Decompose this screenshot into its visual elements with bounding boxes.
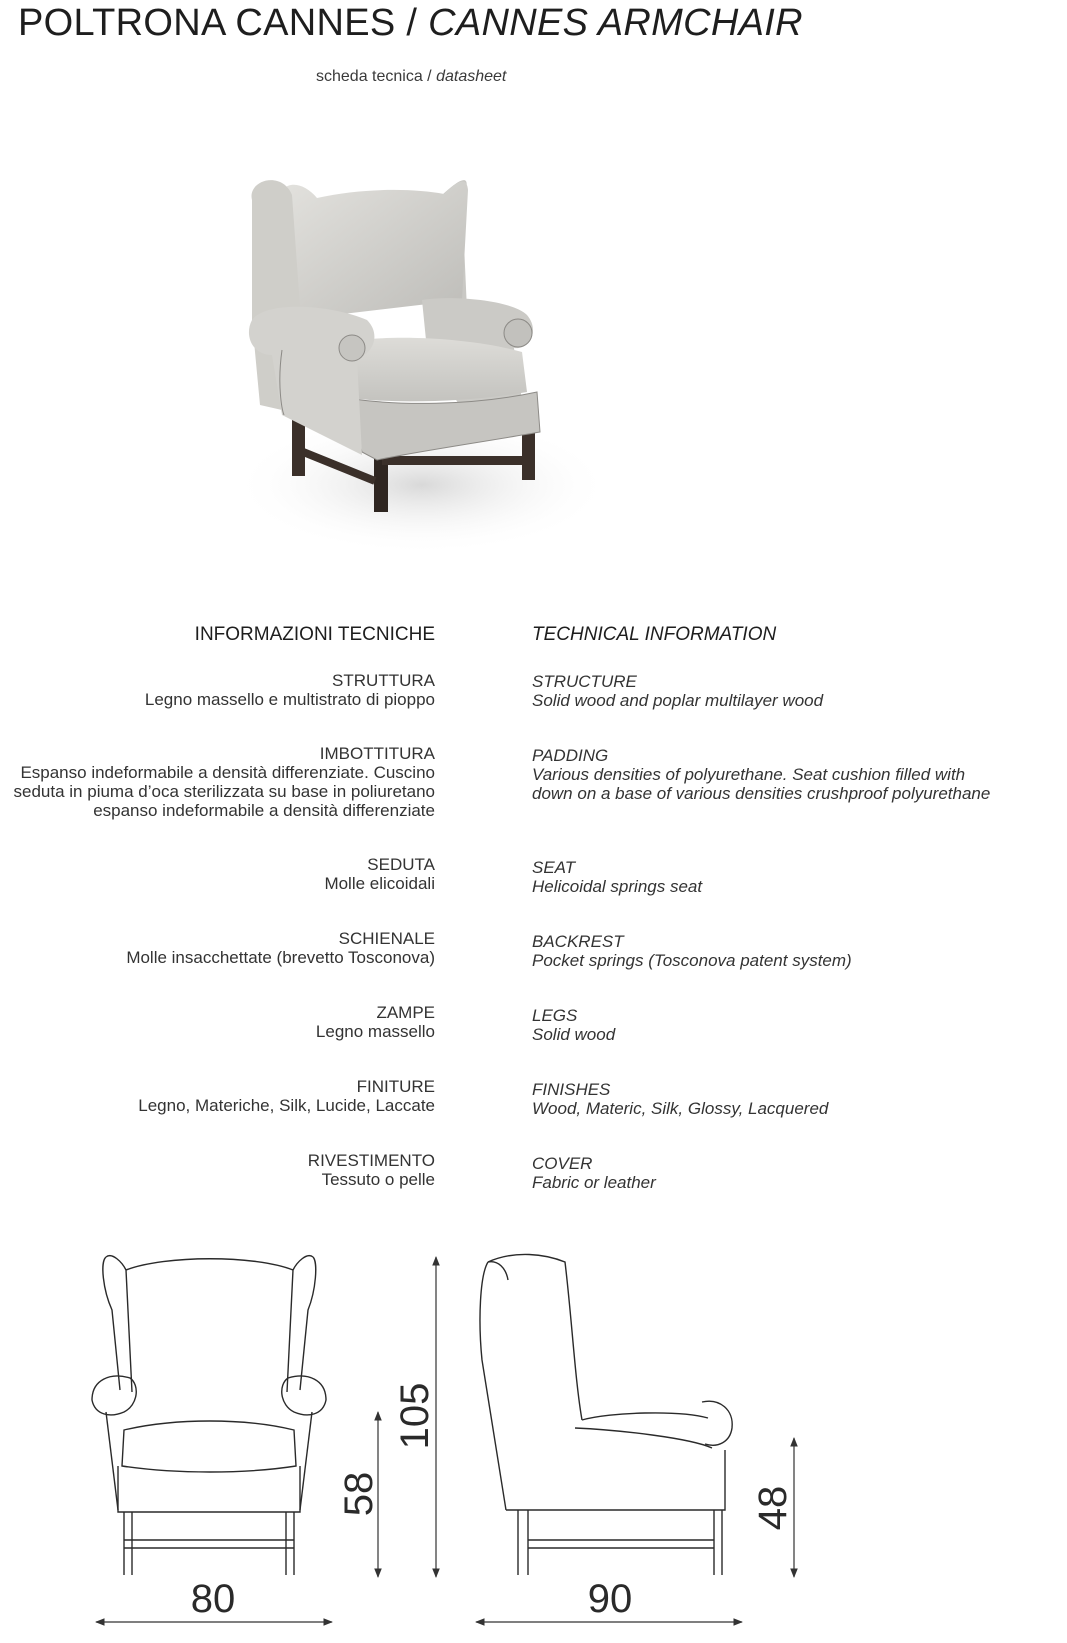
spec-seat [532,858,702,896]
spec-value: Molle elicoidali [324,874,435,893]
spec-label: LEGS [532,1006,578,1025]
spec-label: COVER [532,1154,593,1173]
spec-label: FINITURE [356,1077,435,1096]
title-english: CANNES ARMCHAIR [428,2,803,44]
spec-value: Pocket springs (Tosconova patent system) [532,951,852,970]
seat-height-label: 58 [337,1471,381,1517]
spec-label: SCHIENALE [338,929,435,948]
spec-label: STRUCTURE [532,672,637,691]
spec-label: SEDUTA [367,855,435,874]
spec-finiture [138,1077,435,1115]
spec-label: STRUTTURA [332,671,435,690]
spec-value: Espanso indeformabile a densità differenziate. Cuscino [20,763,435,782]
specs-heading-english: TECHNICAL INFORMATION [532,624,777,645]
spec-schienale [126,929,435,967]
spec-value: Various densities of polyurethane. Seat cushion filled with [532,765,966,784]
armchair-photo [222,170,627,560]
front-view-drawing [92,1256,326,1575]
spec-cover [532,1154,656,1192]
subtitle-english: datasheet [436,68,507,85]
spec-value: Molle insacchettate (brevetto Tosconova) [126,948,435,967]
spec-imbottitura [14,744,435,820]
spec-value: Wood, Materic, Silk, Glossy, Lacquered [532,1099,829,1118]
specs-heading-italian: INFORMAZIONI TECNICHE [194,624,435,645]
spec-value: Tessuto o pelle [321,1170,435,1189]
spec-seduta [324,855,435,893]
spec-value: Helicoidal springs seat [532,877,703,896]
spec-label: ZAMPE [376,1003,435,1022]
dimension-drawings [0,1250,1067,1643]
spec-structure [532,672,823,710]
spec-legs [532,1006,615,1044]
spec-value: Fabric or leather [532,1173,656,1192]
spec-value: Legno massello [315,1022,435,1041]
title-italian: POLTRONA CANNES / [18,2,429,44]
spec-struttura [145,671,435,709]
arm-height-label: 48 [751,1485,795,1531]
side-depth-label: 90 [587,1577,633,1621]
side-view-drawing [480,1254,732,1575]
spec-finishes [532,1080,828,1118]
spec-value: Legno, Materiche, Silk, Lucide, Laccate [138,1096,435,1115]
total-height-label: 105 [393,1382,437,1450]
spec-zampe [316,1003,435,1041]
spec-value: Solid wood and poplar multilayer wood [532,691,824,710]
spec-label: SEAT [532,858,576,877]
spec-rivestimento [308,1151,435,1189]
spec-value: down on a base of various densities crushproof polyurethane [532,784,991,803]
page-subtitle [316,68,506,86]
spec-label: BACKREST [532,932,624,951]
spec-label: IMBOTTITURA [319,744,435,763]
spec-value: espanso indeformabile a densità differenziate [93,801,435,820]
spec-value: Solid wood [532,1025,616,1044]
page-title [18,2,803,45]
front-width-label: 80 [190,1577,236,1621]
spec-label: PADDING [532,746,609,765]
spec-value: seduta in piuma d’oca sterilizzata su base in poliuretano [13,782,435,801]
spec-backrest [532,932,852,970]
spec-label: FINISHES [532,1080,611,1099]
subtitle-italian: scheda tecnica / [316,68,437,85]
spec-label: RIVESTIMENTO [307,1151,435,1170]
spec-padding [532,746,990,803]
spec-value: Legno massello e multistrato di pioppo [144,690,435,709]
